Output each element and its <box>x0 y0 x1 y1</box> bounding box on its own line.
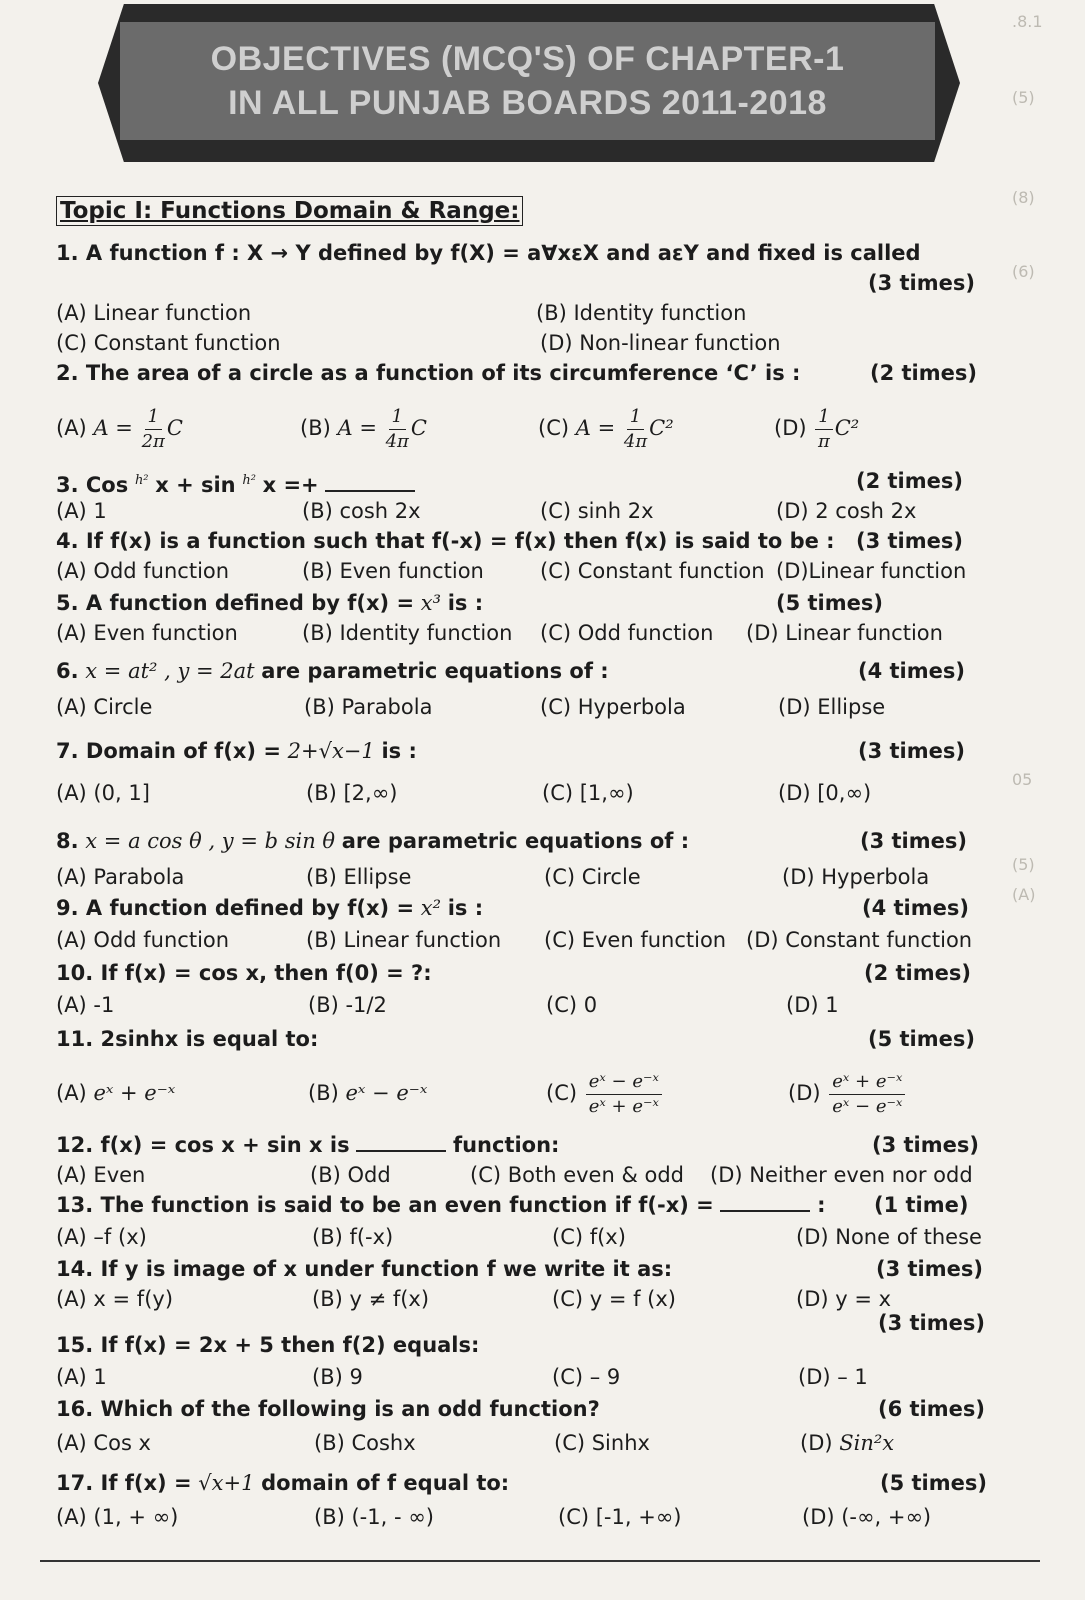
option: (A) Linear function <box>56 301 252 325</box>
option: (A) Even function <box>56 621 238 645</box>
question-16: 16. Which of the following is an odd function? (6 times) <box>56 1394 1046 1424</box>
question-17: 17. If f(x) = √x+1 domain of f equal to: (5 times) <box>56 1468 1046 1498</box>
fraction: $\frac{\text{eˣ − e⁻ˣ}}{\text{eˣ + e⁻ˣ}}$ <box>586 1073 662 1116</box>
question-9: 9. A function defined by f(x) = x² is : (4 times) <box>56 893 1046 923</box>
question-7-options <box>56 778 1046 808</box>
option: (D) Ellipse <box>778 695 886 719</box>
option: (B) 9 <box>312 1365 363 1389</box>
option-b: (B) eˣ − e⁻ˣ <box>308 1081 428 1105</box>
times-count: (2 times) <box>856 469 963 493</box>
option: (D) 2 cosh 2x <box>776 499 917 523</box>
question-7: 7. Domain of f(x) = 2+√x−1 is : (3 times) <box>56 736 1046 766</box>
option: (B) -1/2 <box>308 993 387 1017</box>
option: (C) f(x) <box>552 1225 626 1249</box>
question-5: 5. A function defined by f(x) = x³ is : (5 times) <box>56 588 1046 618</box>
option: (D) Hyperbola <box>782 865 930 889</box>
question-4-options <box>56 556 1046 586</box>
times-count: (4 times) <box>862 896 969 920</box>
option-c: (C) $\frac{\text{eˣ − e⁻ˣ}}{\text{eˣ + e⁻ˣ}}$ <box>546 1062 664 1124</box>
option: (B) Parabola <box>304 695 433 719</box>
option-d: (D) $\frac{1}{\pi}$ C² <box>774 405 860 452</box>
question-13-options <box>56 1222 1046 1252</box>
question-2-options <box>56 400 1046 456</box>
option: (C) Constant function <box>56 331 281 355</box>
option: (D) Non-linear function <box>540 331 781 355</box>
option: (B) (-1, - ∞) <box>314 1505 434 1529</box>
margin-mark: (8) <box>1012 188 1035 207</box>
option: (D) (-∞, +∞) <box>802 1505 932 1529</box>
answer-blank <box>325 474 415 492</box>
topic-heading: Topic I: Functions Domain & Range: <box>56 196 523 226</box>
times-count: (6 times) <box>878 1397 985 1421</box>
margin-mark: 05 <box>1012 770 1033 789</box>
question-4: 4. If f(x) is a function such that f(-x) = f(x) then f(x) is said to be : (3 times) <box>56 526 1046 556</box>
option: (B) f(-x) <box>312 1225 394 1249</box>
question-9-options <box>56 925 1046 955</box>
header-title-box <box>120 22 935 140</box>
option: (C) sinh 2x <box>540 499 654 523</box>
option: (B) Identity function <box>302 621 513 645</box>
option: (A) 1 <box>56 499 107 523</box>
question-12-options <box>56 1160 1046 1190</box>
option: (C) Odd function <box>540 621 714 645</box>
times-count: (5 times) <box>880 1471 987 1495</box>
option: (C) y = f (x) <box>552 1287 676 1311</box>
question-14: 14. If y is image of x under function f we write it as: (3 times) <box>56 1254 1046 1284</box>
question-2: 2. The area of a circle as a function of its circumference ‘C’ is : (2 times) <box>56 358 1046 388</box>
option: (D)Linear function <box>776 559 967 583</box>
option: (A) Cos x <box>56 1431 151 1455</box>
times-count: (2 times) <box>864 961 971 985</box>
times-count: (3 times) <box>856 529 963 553</box>
option-d: (D) $\frac{\text{eˣ + e⁻ˣ}}{\text{eˣ − e⁻ˣ}}$ <box>788 1062 907 1124</box>
option: (D) 1 <box>786 993 839 1017</box>
option-c: (C) A = $\frac{1}{4\pi}$ C² <box>538 405 674 452</box>
times-count: (3 times) <box>858 739 965 763</box>
option: (C) Even function <box>544 928 727 952</box>
option: (B) Identity function <box>536 301 747 325</box>
option: (D) Neither even nor odd <box>710 1163 973 1187</box>
times-count: (2 times) <box>870 361 977 385</box>
option: (C) Sinhx <box>554 1431 650 1455</box>
option: (B) Even function <box>302 559 484 583</box>
question-6: 6. x = at² , y = 2at are parametric equations of : (4 times) <box>56 656 1046 686</box>
option: (A) (0, 1] <box>56 781 150 805</box>
option-a: (A) eˣ + e⁻ˣ <box>56 1081 176 1105</box>
times-count: (4 times) <box>858 659 965 683</box>
question-1: 1. A function f : X → Y defined by f(X) = a∀xεX and aεY and fixed is called <box>56 241 921 265</box>
option: (A) (1, + ∞) <box>56 1505 179 1529</box>
margin-mark: .8.1 <box>1012 12 1043 31</box>
option: (C) – 9 <box>552 1365 621 1389</box>
option: (D) None of these <box>796 1225 982 1249</box>
option: (D) y = x <box>796 1287 892 1311</box>
question-12: 12. f(x) = cos x + sin x is function: (3 times) <box>56 1130 1046 1160</box>
option: (B) [2,∞) <box>306 781 398 805</box>
times-count: (3 times) <box>878 1311 985 1335</box>
margin-mark: (5) <box>1012 88 1035 107</box>
option: (B) Ellipse <box>306 865 412 889</box>
option-b: (B) A = $\frac{1}{4\pi}$ C <box>300 405 427 452</box>
question-1-options-row-1 <box>56 298 1046 328</box>
option: (C) Circle <box>544 865 641 889</box>
option: (B) Coshx <box>314 1431 416 1455</box>
option-d: (D) Sin²x <box>800 1431 895 1455</box>
answer-blank <box>356 1134 446 1152</box>
option: (C) Hyperbola <box>540 695 686 719</box>
option: (A) Odd function <box>56 559 230 583</box>
option: (D) [0,∞) <box>778 781 872 805</box>
option: (A) x = f(y) <box>56 1287 174 1311</box>
option: (A) Circle <box>56 695 153 719</box>
option: (A) Odd function <box>56 928 230 952</box>
question-8-options <box>56 862 1046 892</box>
option: (C) Constant function <box>540 559 765 583</box>
times-count: (5 times) <box>868 1027 975 1051</box>
margin-mark: (5) <box>1012 855 1035 874</box>
option: (D) – 1 <box>798 1365 868 1389</box>
option: (C) [1,∞) <box>542 781 634 805</box>
question-16-options <box>56 1428 1046 1458</box>
answer-blank <box>720 1194 810 1212</box>
question-11-options <box>56 1062 1046 1124</box>
option: (B) Odd <box>310 1163 391 1187</box>
times-count: (1 time) <box>874 1193 969 1217</box>
option: (C) 0 <box>546 993 598 1017</box>
fraction: $\frac{1}{2\pi}$ <box>141 405 165 452</box>
times-count: (3 times) <box>872 1133 979 1157</box>
fraction: $\frac{\text{eˣ + e⁻ˣ}}{\text{eˣ − e⁻ˣ}}$ <box>829 1073 905 1116</box>
option: (B) Linear function <box>306 928 502 952</box>
margin-mark: (6) <box>1012 262 1035 281</box>
question-8: 8. x = a cos θ , y = b sin θ are parametric equations of : (3 times) <box>56 826 1046 856</box>
question-13: 13. The function is said to be an even function if f(-x) = : (1 time) <box>56 1190 1046 1220</box>
question-11: 11. 2sinhx is equal to: (5 times) <box>56 1024 1046 1054</box>
question-1-times-row <box>56 268 1046 298</box>
option: (A) –f (x) <box>56 1225 147 1249</box>
times-count: (5 times) <box>776 591 883 615</box>
option: (B) cosh 2x <box>302 499 421 523</box>
times-count: (3 times) <box>876 1257 983 1281</box>
option: (C) Both even & odd <box>470 1163 685 1187</box>
fraction: $\frac{1}{4\pi}$ <box>385 405 409 452</box>
option: (A) Even <box>56 1163 146 1187</box>
question-3: 3. Cos $^{h^2}$ x + sin $^{h^2}$ x =+ (2 times) <box>56 466 1046 496</box>
question-6-options <box>56 692 1046 722</box>
question-15-text: 15. If f(x) = 2x + 5 then f(2) equals: <box>56 1333 480 1357</box>
times-count: (3 times) <box>868 271 975 295</box>
margin-mark: (A) <box>1012 885 1036 904</box>
question-15-options <box>56 1362 1046 1392</box>
question-5-options <box>56 618 1046 648</box>
fraction: $\frac{1}{\pi}$ <box>815 408 832 451</box>
option: (A) 1 <box>56 1365 107 1389</box>
fraction: $\frac{1}{4\pi}$ <box>623 405 648 452</box>
question-10-options <box>56 990 1046 1020</box>
bottom-divider <box>40 1560 1040 1562</box>
option: (B) y ≠ f(x) <box>312 1287 430 1311</box>
question-10: 10. If f(x) = cos x, then f(0) = ?: (2 times) <box>56 958 1046 988</box>
option: (C) [-1, +∞) <box>558 1505 682 1529</box>
header-line-2: IN ALL PUNJAB BOARDS 2011-2018 <box>228 84 827 122</box>
option: (A) Parabola <box>56 865 185 889</box>
question-1-options-row-2 <box>56 328 1046 358</box>
question-17-options <box>56 1502 1046 1532</box>
option: (D) Constant function <box>746 928 973 952</box>
option: (D) Linear function <box>746 621 943 645</box>
times-count: (3 times) <box>860 829 967 853</box>
option: (A) -1 <box>56 993 115 1017</box>
question-3-options <box>56 496 1046 526</box>
option-a: (A) A = $\frac{1}{2\pi}$ C <box>56 405 183 452</box>
header-line-1: OBJECTIVES (MCQ'S) OF CHAPTER-1 <box>210 40 845 78</box>
